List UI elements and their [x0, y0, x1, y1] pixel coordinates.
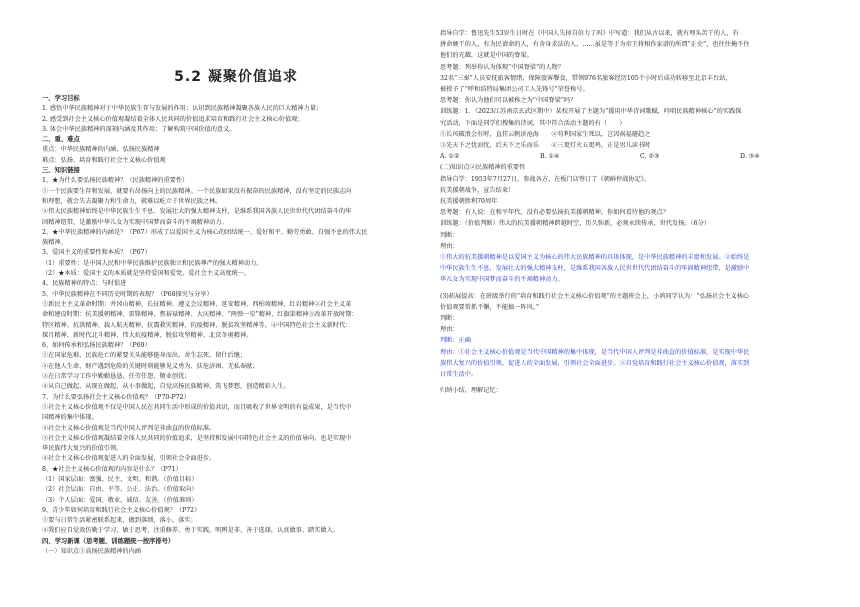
right-line: 被授予了“呼和浩特局集团公司工人先锋号”荣誉称号。	[440, 86, 589, 94]
option-1: B. ①④	[540, 153, 560, 161]
left-line: 1. 感悟中华民族精神对于中华民族生存与发展的作用；认识到民族精神凝聚各族人民的巨大精神力量；	[42, 105, 323, 113]
left-line: 8、★社会主义核心价值观的内容是什么？（P71）	[42, 465, 182, 473]
left-line: （1）重要性：是中国人民和中华民族维护民族独立和民族尊严的强大精神动力。	[42, 259, 263, 267]
right-line: ③先天下之忧而忧，后天下之乐而乐 ④三更灯火五更鸡，正是男儿读书时	[440, 142, 651, 150]
left-line: 9、青少年如何培育和践行社会主义核心价值观？（P72）	[42, 506, 201, 514]
left-line: ④社会主义核心价值观促进人的全面发展，引领社会全面进步。	[42, 455, 216, 463]
option-3: D. ③④	[740, 153, 760, 161]
left-line: （一）知识点①高扬民族精神的内涵	[42, 548, 141, 556]
right-line: ①伟大的抗美援朝精神是以爱国主义为核心的伟大民族精神的具体体现，是中华民族精神的丰富和发展。②始终是	[440, 254, 750, 262]
right-line: (二)知识点②民族精神的重要性	[440, 164, 526, 172]
right-line: 判断：	[440, 315, 459, 323]
right-text-block	[440, 28, 840, 397]
right-line: 指导自学：1953年7月27日，参战各方，在板门店签订了《朝鲜停战协定》。	[440, 175, 651, 183]
left-line: 7、为什么要弘扬社会主义核心价值观？（P70-P72）	[42, 393, 190, 401]
left-line: 2. 感受到社会主义核心价值观凝结着全体人民共同的价值追求培育和践行社会主义核心价值观；	[42, 115, 304, 123]
left-line: 国精神的集中体现。	[42, 414, 98, 422]
option-0: A. ①②	[440, 153, 460, 161]
right-line: 32名“三秦”人员安抚旅客情绪，保障旅客餐食，带领976名旅客经历105个小时后成功转移至北京丰台站，	[440, 74, 732, 82]
right-line: 思考题：有人说：在和平年代，没有必要弘扬抗美援朝精神，你如何看待他的观点？	[440, 209, 669, 217]
left-line: 特区精神、抗洪精神、载人航天精神、抗震救灾精神、抗疫精神、脱贫攻坚精神等。④中国特色社会主义新时代：	[42, 321, 352, 329]
left-line: 命和建设时期：抗美援朝精神、雷锋精神、焦裕禄精神、大庆精神、“两弹一星”精神、红旗渠精神③改革开放时期：	[42, 311, 358, 319]
left-line: ①在国家危难、民族危亡的紧要关头能够挺身而出、舍生忘死、留什后继；	[42, 352, 247, 360]
left-line: ②伟大民族精神始终是中华民族生生不息、发展壮大的强大精神支柱，是维系我国各族人民世世代代团结奋斗的牢	[42, 208, 352, 216]
left-line: 3. 体会中华民族精神的深刻内涵及其作用；了解构筑中国价值的意义。	[42, 125, 236, 133]
left-line: ②在他人生命、财产遇到危险的关键时刻能够见义勇为、扶危济困、无私奉献；	[42, 362, 259, 370]
right-column	[440, 28, 840, 397]
left-line: 2、★中华民族精神的内涵是？（P67）形成了以爱国主义为核心的团结统一、爱好和平、勤劳勇敢、自强不息的伟大民	[42, 228, 368, 236]
left-line: 5、中华民族精神在不同历史时期的表现？（P68探究与分享）	[42, 290, 213, 298]
right-line: 训练题：（价值判断）伟大的抗美援朝精神跨越时空，历久弥新，必须永续传承，世代发扬。（6分）	[440, 220, 710, 228]
right-line: 拼命硬干的人，有为民请命的人，有舍身求法的人，……虽是等于为帝王将相作家谱的所谓“正史”，也往往掩不住	[440, 41, 750, 49]
left-line: ②我们应自觉效仿勤于学习、敏于思考、注重修养、勇于实践，明辨是非、善于选择，认真做事、踏实做人。	[42, 527, 339, 535]
left-line: ①社会主义核心价值观不仅是中国人民在共同生活中形成的价值共识，而且吸收了世界文明的有益成果，是当代中	[42, 403, 352, 411]
left-line: （2）★本质：爱国主义的本质就是坚持爱国和爱党、爱社会主义高度统一。	[42, 270, 251, 278]
left-line: 3、爱国主义的重要性和本质？（P67）	[42, 249, 151, 257]
right-line: 理由：①社会主义核心价值观是当代中国精神的集中体现，是当代中国人评判是非曲直的价值标准，是实现中华民	[440, 348, 750, 356]
right-line: 日常生活中。	[440, 371, 478, 379]
right-line: 他们的光耀，这就是中国的脊梁。	[440, 52, 533, 60]
left-line: 和理想，就会失去凝聚力和生命力，就难以屹立于世界民族之林。	[42, 197, 222, 205]
right-line: 判断：正确	[440, 337, 471, 345]
right-line: 价值观要常抓不懈，不能搞一阵风。”	[440, 303, 540, 311]
right-line: 究活动，下面是同学们搜集的诗词，其中符合活动主题的有（ ）	[440, 119, 626, 127]
left-line: 6、如何传承和弘扬民族精神？（P69）	[42, 342, 151, 350]
left-line: 难点：弘扬、培育和践行社会主义核心价值观	[42, 156, 166, 164]
left-line: 二、重、难点	[42, 136, 80, 144]
left-line: ①要与日常生活紧密联系起来，做到落细、落小、落实；	[42, 517, 197, 525]
left-line: 三、知识链接	[42, 167, 80, 175]
right-line: 判断：	[440, 231, 459, 239]
right-line: 思考题：你认为他们可以被称之为“中国脊梁”吗？	[440, 97, 577, 105]
option-2: C. ②③	[640, 153, 660, 161]
right-line: 指导自学：鲁迅先生53岁生日时在《中国人失掉自信力了吗》中写道：我们从古以来，就有埋头苦干的人，有	[440, 30, 739, 37]
left-line: 一、学习目标	[42, 95, 80, 102]
right-line: 华儿女为实现中国梦而奋斗的不竭精神动力。	[440, 276, 564, 284]
left-line: 华民族伟大复兴的价值引领。	[42, 445, 123, 453]
left-line: 族精神。	[42, 239, 67, 247]
left-text-block	[42, 94, 430, 557]
left-line: ③在日常学习工作中勤勤恳恳、任劳任怨、敬业创优；	[42, 373, 191, 381]
left-line: 1、★为什么要弘扬民族精神？（民族精神的重要性）	[42, 177, 189, 185]
right-line: 族伟大复兴的价值引领，促进人的全面发展，引领社会全面进步。②自觉培育和践行社会主义核心价值观，落实到	[440, 359, 750, 367]
left-line: （1）国家层面：富强、民主、文明、和谐。（价值目标）	[42, 475, 198, 483]
right-line: 抗美援朝战争，宣告结束！	[440, 186, 515, 194]
left-line: ④从自己做起、从现在做起、从小事做起，自觉高扬民族精神，筑飞梦想，创造精彩人生。	[42, 383, 290, 391]
right-line: 抗美援朝胜利70周年	[440, 198, 498, 206]
right-line	[440, 151, 840, 162]
right-line: 中华民族生生不息，发展壮大的强大精神支柱，是维系我国各族人民世世代代团结奋斗的牢固精神纽带，是激励中	[440, 265, 750, 273]
left-line: ②社会主义核心价值观是当代中国人评判是非曲直的价值标准。	[42, 424, 216, 432]
right-line: 归纳小结，理解记忆：	[440, 387, 502, 395]
left-line: 固精神纽带，是激励中华儿女为实现中国梦而奋斗的不竭精神动力。	[42, 218, 228, 226]
left-line: 重点：中华民族精神的内涵、弘扬民族精神	[42, 146, 160, 154]
left-line: ①一个民族要生存和发展，就要有昂扬向上的民族精神。一个民族如果没有振奋的民族精神，没有坚定的民族志向	[42, 187, 352, 195]
right-line: 思考题：列举你认为体现“中国脊梁”的人物？	[440, 63, 564, 71]
page-title: 5.2 凝聚价值追求	[174, 69, 298, 85]
left-line: （3）个人层面：爱国、敬业、诚信、友善。（价值准则）	[42, 496, 198, 504]
left-column	[42, 0, 430, 557]
right-line: 理由：	[440, 242, 459, 250]
right-line: (3)拓展提高：在班级举行的“培育和践行社会主义核心价值观”的主题班会上，小鸿同学认为：“弘扬社会主义核心	[440, 292, 750, 300]
left-line: 四、学习新课（思考题、训练题统一按序排号）	[42, 537, 175, 545]
right-line: ①长风破浪会有时，直挂云帆济沧海 ②苟利国家生死以，岂因祸福避趋之	[440, 130, 651, 138]
left-line: ③社会主义核心价值观凝结着全体人民共同的价值追求，是坚持和发展中国特色社会主义的价值导向，也是实现中	[42, 434, 352, 442]
right-line: 训练题：1．（2023江苏南京玄武区期中）某校开展了主题为“援用中华诗词歌赋，吟唱民族精神核心”的实践探	[440, 108, 742, 116]
left-line: 探月精神、新时代北斗精神、伟大抗疫精神、脱贫攻坚精神、北京冬奥精神。	[42, 331, 253, 339]
left-line: 4、民族精神的特点：与时俱进	[42, 280, 127, 288]
right-line: 理由：	[440, 326, 459, 334]
left-line: （2）社会层面：自由、平等、公正、法治。（价值取向）	[42, 486, 198, 494]
left-line: ①新民主主义革命时期：井冈山精神、长征精神、遵义会议精神、延安精神、西柏坡精神、红岩精神②社会主义革	[42, 300, 352, 308]
